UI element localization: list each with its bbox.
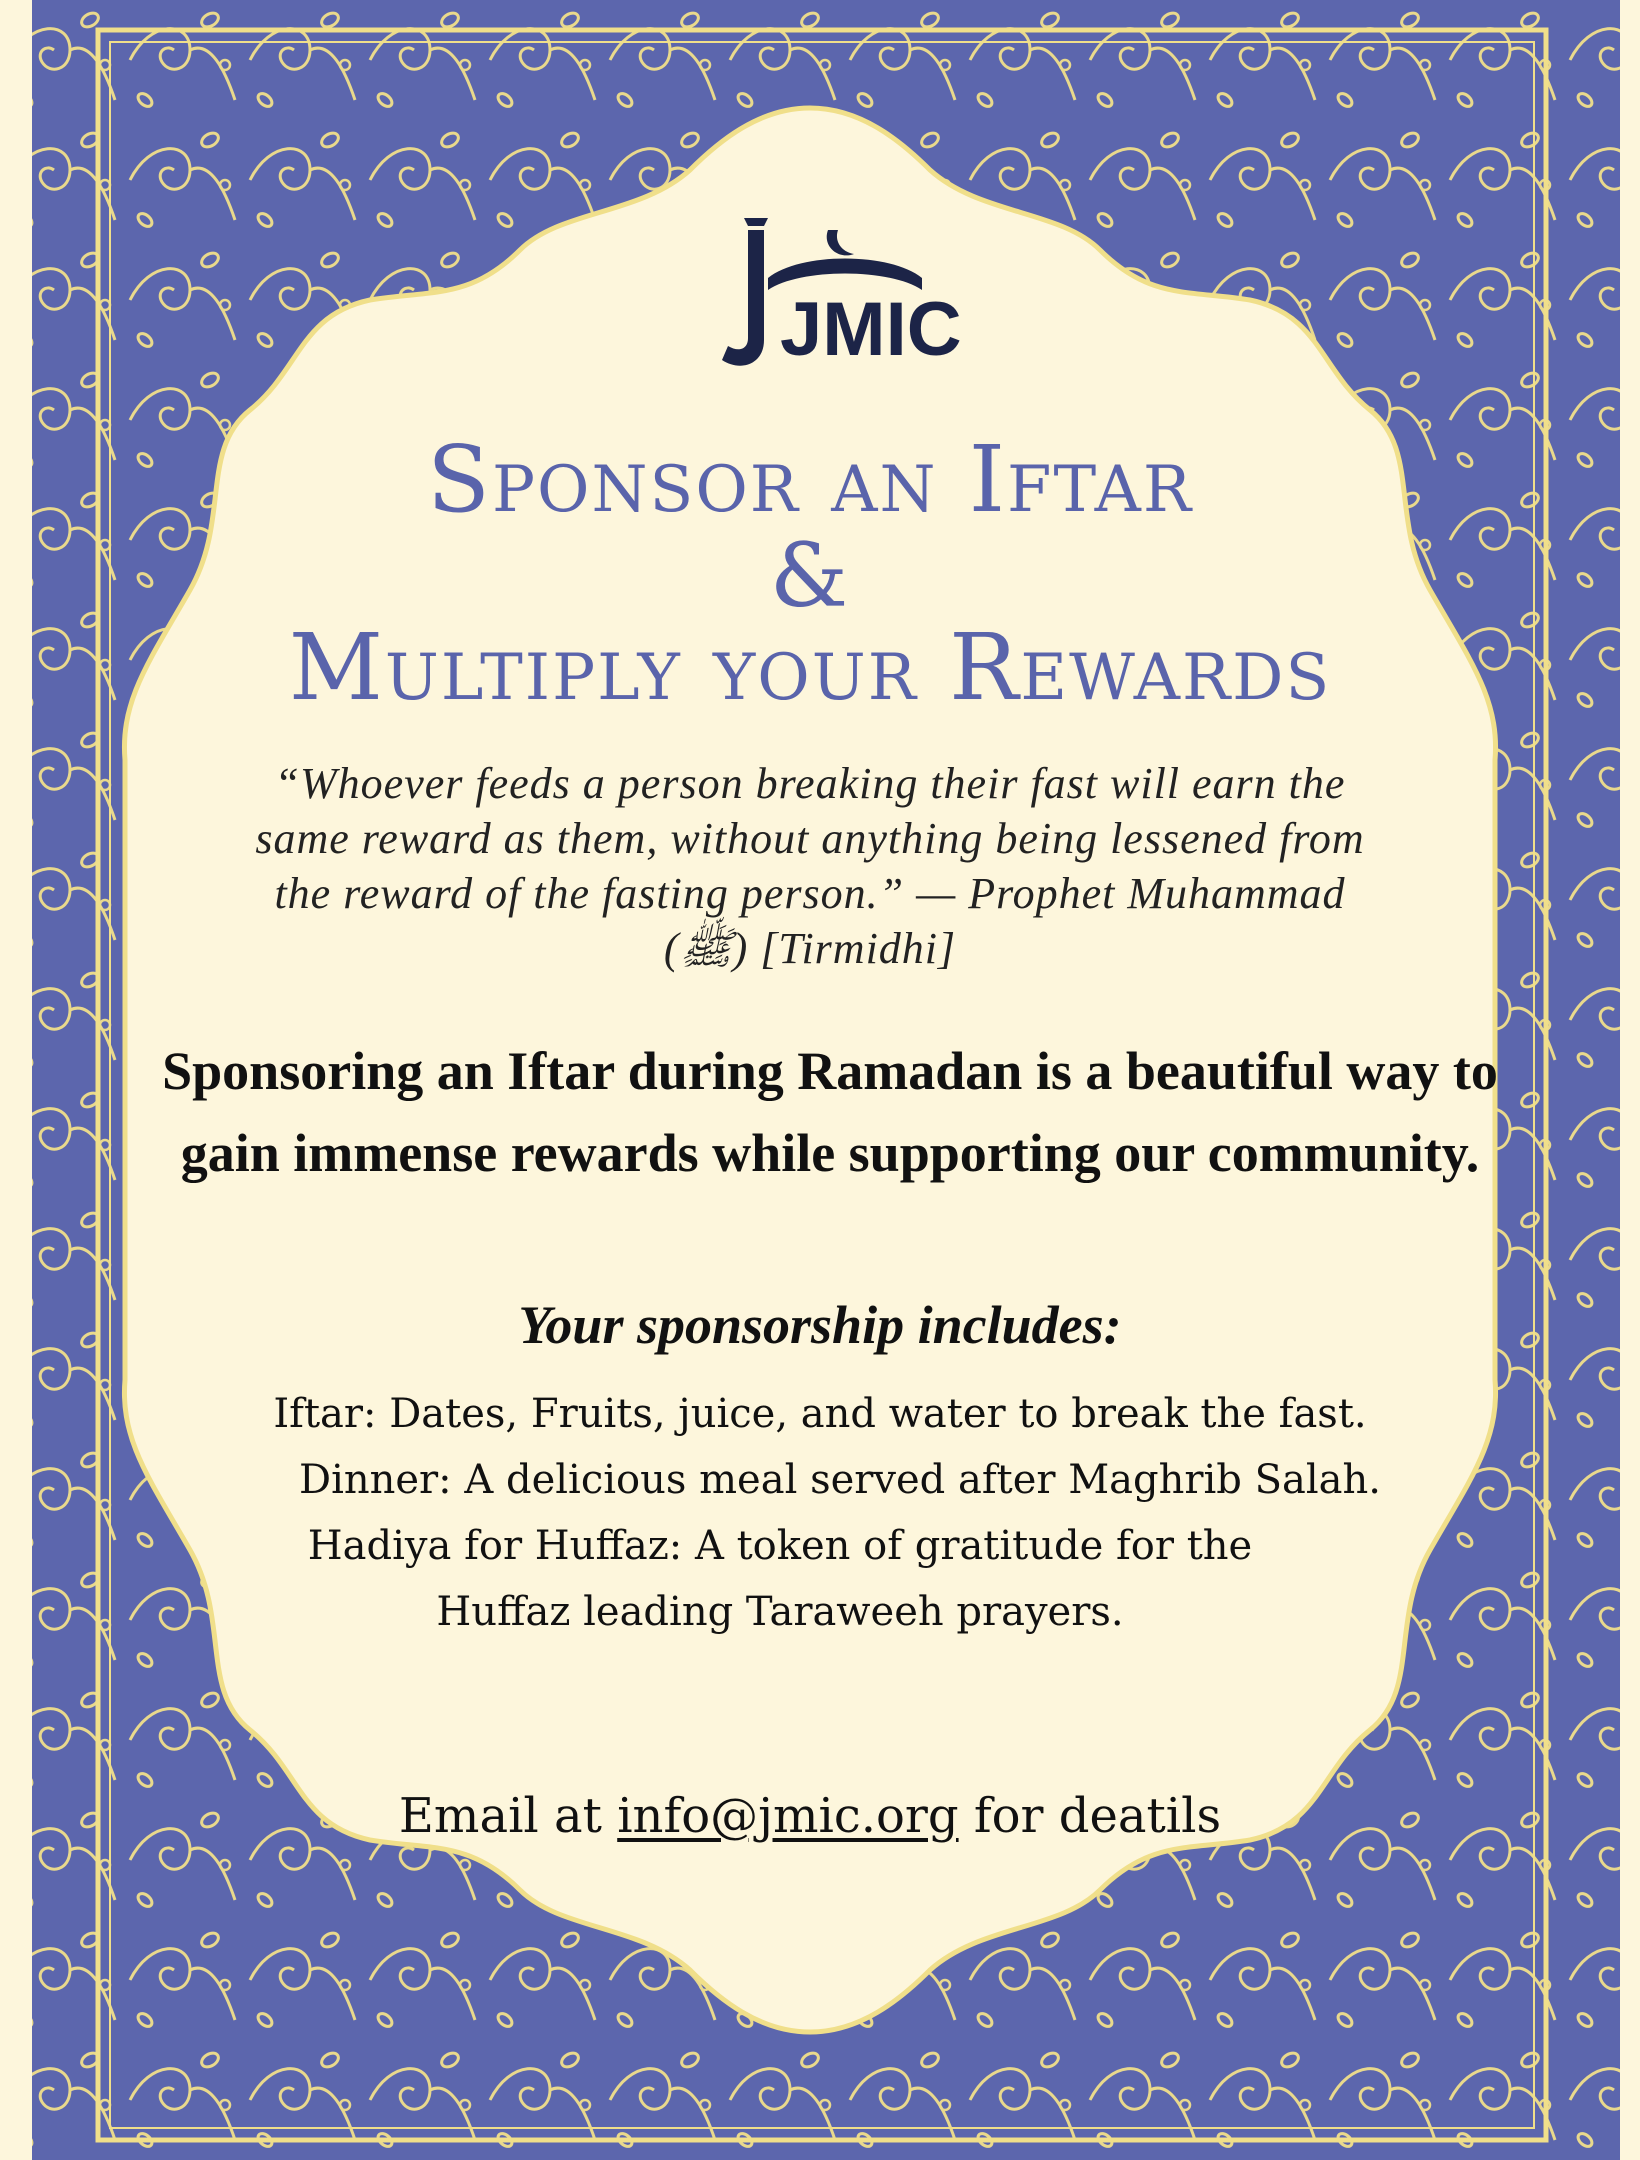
include-item-dinner: Dinner: A delicious meal served after Maghrib Salah. (299, 1457, 1381, 1503)
contact-suffix: for deatils (973, 1788, 1222, 1844)
logo-text: JMIC (780, 287, 962, 372)
headline-ampersand: & (769, 524, 851, 627)
headline-line-1: Sponsor an Iftar (426, 426, 1194, 533)
include-item-hadiya: Hadiya for Huffaz: A token of gratitude for the (307, 1523, 1253, 1569)
hadith-quote: “Whoever feeds a person breaking their fast will earn the same reward as them, without anything being lessened from the reward of the fasting person.” — Prophet Muhammad (ﷺ) [Tirmidhi] (255, 759, 1365, 973)
include-item-hadiya-continued: Huffaz leading Taraweeh prayers. (436, 1589, 1124, 1635)
contact-prefix: Email at (398, 1788, 602, 1844)
contact-line (0, 1785, 1620, 1847)
jmic-logo (710, 200, 962, 380)
includes-heading: Your sponsorship includes: (518, 1295, 1122, 1355)
lead-paragraph: Sponsoring an Iftar during Ramadan is a beautiful way to gain immense rewards while supporting our community. (162, 1041, 1498, 1183)
headline-line-3: Multiply your Rewards (288, 614, 1332, 721)
email-link[interactable]: info@jmic.org (617, 1788, 959, 1844)
include-item-iftar: Iftar: Dates, Fruits, juice, and water to break the fast. (273, 1391, 1367, 1437)
